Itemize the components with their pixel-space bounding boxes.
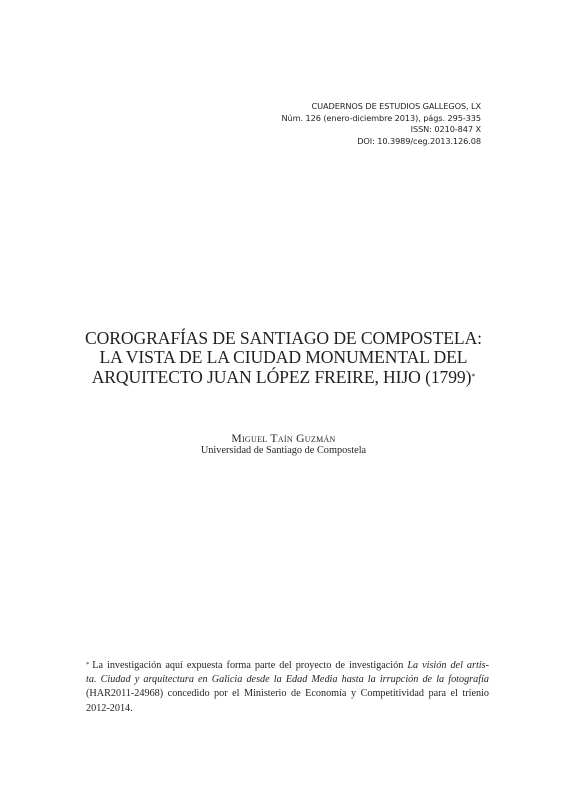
author-name: Miguel Taín Guzmán <box>231 432 336 445</box>
footnote-line-2 <box>86 673 489 687</box>
journal-issn: ISSN: 0210-847 X <box>410 124 481 135</box>
footnote-text-1: La investigación aquí expuesta forma parte del proyecto de investigación <box>92 660 408 671</box>
title-footnote-mark[interactable]: * <box>471 371 476 381</box>
footnote-line-3: (HAR2011-24968) concedido por el Ministerio de Economía y Competitividad para el trienio <box>86 688 489 700</box>
title-line-3-text: ARQUITECTO JUAN LÓPEZ FREIRE, HIJO (1799) <box>91 366 472 387</box>
journal-name: CUADERNOS DE ESTUDIOS GALLEGOS, LX <box>311 101 481 111</box>
journal-doi: DOI: 10.3989/ceg.2013.126.08 <box>357 135 481 146</box>
footnote-line-4: 2012-2014. <box>86 702 133 714</box>
footnote-italic-1: La visión del artis- <box>407 660 489 671</box>
title-line-2: LA VISTA DE LA CIUDAD MONUMENTAL DEL <box>99 347 468 368</box>
footnote-italic-2: ta. Ciudad y arquitectura en Galicia desde la Edad Media hasta la irrupción de la fotografía <box>86 674 489 686</box>
title-line-1: COROGRAFÍAS DE SANTIAGO DE COMPOSTELA: <box>85 328 482 348</box>
footnote-line-1 <box>86 659 489 673</box>
journal-issue: Núm. 126 (enero-diciembre 2013), págs. 295-335 <box>281 112 481 123</box>
footnote-mark: * <box>86 661 90 668</box>
author-affiliation: Universidad de Santiago de Compostela <box>200 445 367 456</box>
journal-header <box>282 101 482 147</box>
title-line-3 <box>40 368 527 387</box>
article-title <box>40 329 527 387</box>
footnote <box>86 659 489 716</box>
